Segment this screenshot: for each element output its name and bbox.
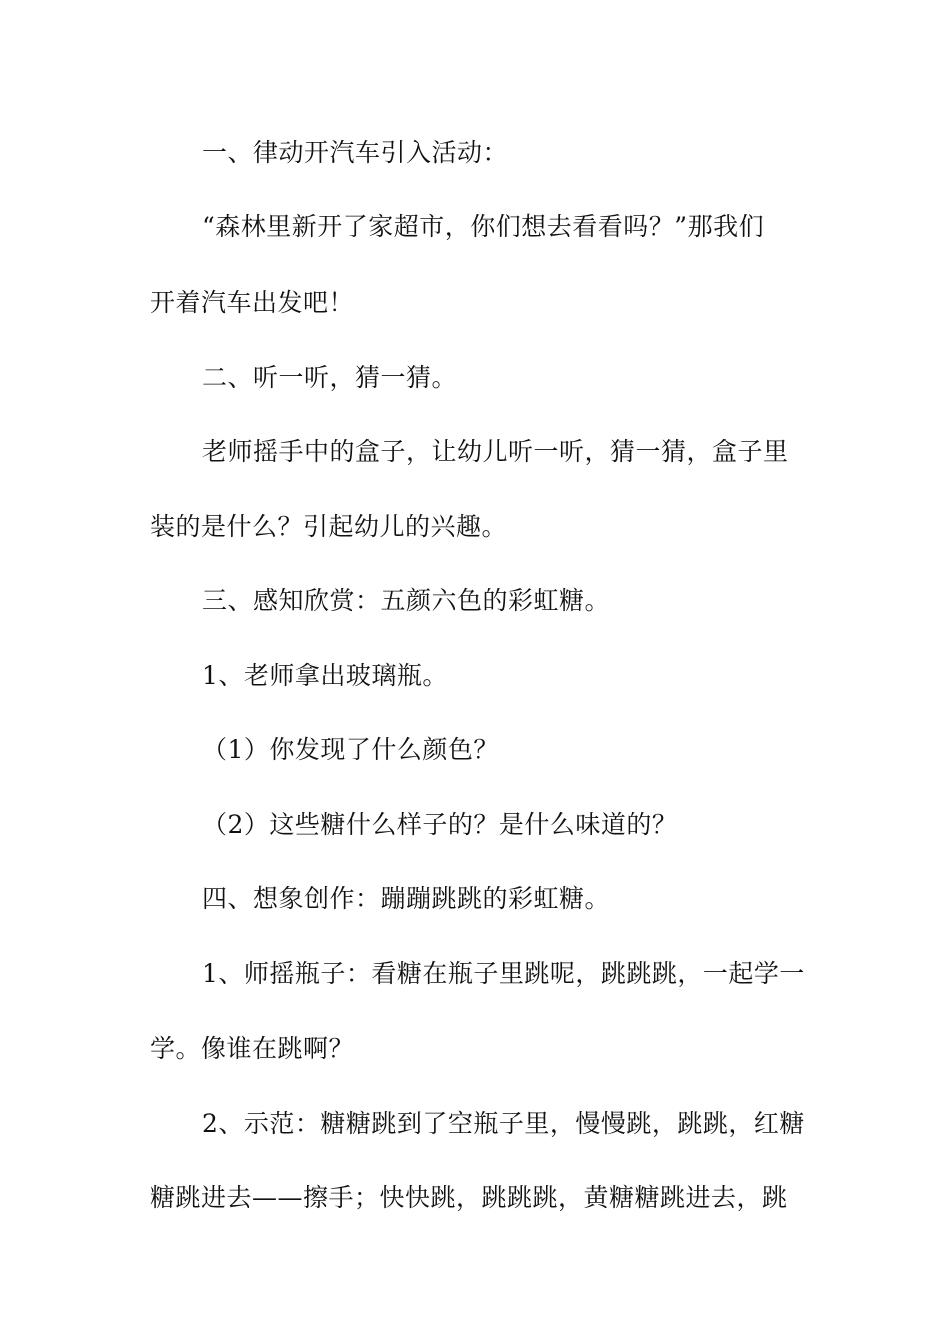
list-item: 2、示范：糖糖跳到了空瓶子里，慢慢跳，跳跳，红糖	[202, 1109, 805, 1138]
paragraph-line: 装的是什么？引起幼儿的兴趣。	[150, 512, 508, 541]
section-heading-1: 一、律动开汽车引入活动：	[202, 138, 509, 167]
paragraph-line: 开着汽车出发吧！	[150, 288, 355, 317]
list-item: 1、老师拿出玻璃瓶。	[202, 661, 448, 690]
paragraph-line: 糖跳进去——擦手；快快跳，跳跳跳，黄糖糖跳进去，跳	[150, 1183, 788, 1212]
list-subitem: （1）你发现了什么颜色？	[202, 735, 499, 764]
section-heading-3: 三、感知欣赏：五颜六色的彩虹糖。	[202, 586, 611, 615]
paragraph-line: 老师摇手中的盒子，让幼儿听一听，猜一猜，盒子里	[202, 437, 789, 466]
list-item: 1、师摇瓶子：看糖在瓶子里跳呢，跳跳跳，一起学一	[202, 959, 805, 988]
paragraph-line: “森林里新开了家超市，你们想去看看吗？”那我们	[202, 212, 765, 241]
list-subitem: （2）这些糖什么样子的？是什么味道的？	[202, 810, 678, 839]
section-heading-2: 二、听一听，猜一猜。	[202, 363, 458, 392]
section-heading-4: 四、想象创作：蹦蹦跳跳的彩虹糖。	[202, 884, 611, 913]
paragraph-line: 学。像谁在跳啊？	[150, 1034, 355, 1063]
